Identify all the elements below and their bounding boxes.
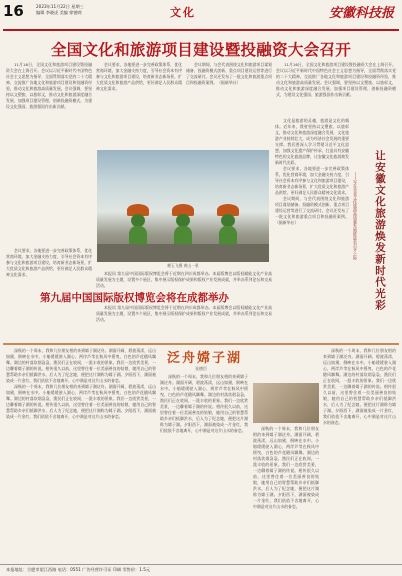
essay-col3 [253, 426, 319, 562]
page-header [0, 0, 402, 30]
page-footer: 本报地址：合肥市望江西路 电话：0551 广告经营许可证 印刷 零售价：1.5元 [0, 564, 402, 576]
lead-article-col3 [186, 62, 272, 146]
main-headline: 全国文化和旅游项目建设暨投融资大会召开 [50, 41, 352, 59]
essay-text-3: 深秋的一个周末，我和几位朋友相约来到嫦子湖泛舟。湖面开阔，碧波荡漾，远山如黛，倒映在水中。小船缓缓驶入湖心，两岸芦苇在秋风中摇曳，白色的芦花随风飘舞。湖边的村落炊烟袅袅，渔民们正在收网，一派丰收的景象。我们一边欣赏美景，一边聊着嫦子湖的传说。相传很久以前，这里曾住着一位美丽善良的姑娘，她用自己的智慧帮助乡亲们抵御洪水，后人为了纪念她，便把这片湖称为嫦子湖。夕阳西下，湖面被染成一片金红，我们依依不舍地离开，心中满是对这片山水的眷恋。 [160, 374, 248, 433]
section2-text: 本报讯 第九届中国国际版权博览会将于近期在四川成都举办。本届版博会以版权赋能文化产业高质量发展为主题，设置多个展区，集中展示版权保护成果和版权产业发展成就，并举办系列论坛和交易活动。 [96, 305, 272, 322]
essay-text-5: 深秋的一个周末，我和几位朋友相约来到嫦子湖泛舟。湖面开阔，碧波荡漾，远山如黛，倒映在水中。小船缓缓驶入湖心，两岸芦苇在秋风中摇曳，白色的芦花随风飘舞。湖边的村落炊烟袅袅，渔民们正在收网，一派丰收的景象。我们一边欣赏美景，一边聊着嫦子湖的传说。相传很久以前，这里曾住着一位美丽善良的姑娘，她用自己的智慧帮助乡亲们抵御洪水，后人为了纪念她，便把这片湖称为嫦子湖。夕阳西下，湖面被染成一片金红，我们依依不舍地离开，心中满是对这片山水的眷恋。 [323, 348, 396, 425]
feature-vertical-title: 让安徽文化旅游焕发新时代光彩 [374, 150, 386, 311]
essay-text: 深秋的一个周末，我和几位朋友相约来到嫦子湖泛舟。湖面开阔，碧波荡漾，远山如黛，倒映在水中。小船缓缓驶入湖心，两岸芦苇在秋风中摇曳，白色的芦花随风飘舞。湖边的村落炊烟袅袅，渔民们正在收网，一派丰收的景象。我们一边欣赏美景，一边聊着嫦子湖的传说。相传很久以前，这里曾住着一位美丽善良的姑娘，她用自己的智慧帮助乡亲们抵御洪水，后人为了纪念她，便把这片湖称为嫦子湖。夕阳西下，湖面被染成一片金红，我们依依不舍地离开，心中满是对这片山水的眷恋。 [6, 348, 156, 383]
photo-caption: 柳玉飞摄 黄山一景 [167, 263, 199, 268]
essay-title: 泛舟嫦子湖 [167, 351, 243, 366]
topiary-figure [172, 204, 194, 246]
essay-text-4: 深秋的一个周末，我和几位朋友相约来到嫦子湖泛舟。湖面开阔，碧波荡漾，远山如黛，倒映在水中。小船缓缓驶入湖心，两岸芦苇在秋风中摇曳，白色的芦花随风飘舞。湖边的村落炊烟袅袅，渔民们正在收网，一派丰收的景象。我们一边欣赏美景，一边聊着嫦子湖的传说。相传很久以前，这里曾住着一位美丽善良的姑娘，她用自己的智慧帮助乡亲们抵御洪水，后人为了纪念她，便把这片湖称为嫦子湖。夕阳西下，湖面被染成一片金红，我们依依不舍地离开，心中满是对这片山水的眷恋。 [253, 426, 319, 509]
news-photo-green-figures [97, 150, 269, 262]
section-name: 文化 [170, 6, 196, 19]
essay-author: 张德臣 [195, 366, 207, 371]
mid-text: 会议要求，各地要进一步完善政策体系，优化营商环境，加大金融支持力度，引导社会资本有序参与文化和旅游项目建设，培育新业态新场景，扩大优质文化和旅游产品供给，更好满足人民群众精神文化需求。 [96, 62, 182, 91]
section2-body [96, 305, 272, 339]
essay-text-2: 深秋的一个周末，我和几位朋友相约来到嫦子湖泛舟。湖面开阔，碧波荡漾，远山如黛，倒映在水中。小船缓缓驶入湖心，两岸芦苇在秋风中摇曳，白色的芦花随风飘舞。湖边的村落炊烟袅袅，渔民们正在收网，一派丰收的景象。我们一边欣赏美景，一边聊着嫦子湖的传说。相传很久以前，这里曾住着一位美丽善良的姑娘，她用自己的智慧帮助乡亲们抵御洪水，后人为了纪念她，便把这片湖称为嫦子湖。夕阳西下，湖面被染成一片金红，我们依依不舍地离开，心中满是对这片山水的眷恋。 [6, 384, 156, 419]
essay-photo [253, 383, 319, 423]
section2-intro [96, 271, 272, 289]
feature-text-2: 会议要求，各地要进一步完善政策体系，优化营商环境，加大金融支持力度，引导社会资本有序参与文化和旅游项目建设，培育新业态新场景，扩大优质文化和旅游产品供给，更好满足人民群众精神文化需求。 [275, 166, 349, 195]
feature-text: 文化是旅游的灵魂，旅游是文化的载体。近年来，我省坚持以文塑旅、以旅彰文，推动文化和旅游深度融合发展，文化旅游产业持续壮大，成为经济社会发展的重要支撑。我们要深入学习贯彻习近平文化思想，加强文化遗产保护传承，打造具有安徽特色的文化旅游品牌，让安徽文化旅游焕发新时代光彩。 [275, 118, 349, 165]
section-divider [3, 343, 399, 345]
mid-text-continued: 会议要求，各地要进一步完善政策体系，优化营商环境，加大金融支持力度，引导社会资本有序参与文化和旅游项目建设，培育新业态新场景，扩大优质文化和旅游产品供给，更好满足人民群众精神文化需求。 [6, 248, 92, 277]
editor-line: 编辑 李晓虎 美编 徐德荷 [36, 9, 82, 15]
section2-headline: 第九届中国国际版权博览会将在成都举办 [40, 292, 229, 304]
lead-article-col4 [276, 62, 396, 112]
topiary-figure [127, 204, 149, 246]
header-rule [3, 29, 399, 31]
date-line: 2023年11月22日 星期三 [36, 4, 84, 9]
lead-article-col2 [96, 62, 182, 146]
page-number: 16 [3, 2, 24, 20]
right-col-text: 会议期间，与会代表围绕文化和旅游项目谋划储备、投融资模式创新、重点项目建设运营等进行了交流研讨。会议还发布了一批文化和旅游重点项目和投融资案例。（据新华社） [186, 62, 272, 85]
lead-text-continued: 11月16日，全国文化和旅游项目建设暨投融资大会在上海召开。会议以习近平新时代中国特色社会主义思想为指导，全面贯彻落实党的二十大精神，交流推广各地文化和旅游项目建设和投融资经验，推动文化和旅游高质量发展。会议强调，要坚持以文塑旅、以旅彰文，推动文化和旅游深度融合发展，加强项目建设管理，创新投融资模式，为建设文化强国、旅游强国作出新贡献。 [276, 62, 396, 97]
issue-info [36, 4, 84, 15]
newspaper-logo: 安徽科技报 [328, 6, 394, 21]
lead-article-col1 [6, 62, 92, 242]
feature-text-3: 会议期间，与会代表围绕文化和旅游项目谋划储备、投融资模式创新、重点项目建设运营等进行了交流研讨。会议还发布了一批文化和旅游重点项目和投融资案例。（据新华社） [275, 196, 349, 225]
essay-col4 [323, 348, 396, 562]
lead-text: 11月16日，全国文化和旅游项目建设暨投融资大会在上海召开。会议以习近平新时代中国特色社会主义思想为指导，全面贯彻落实党的二十大精神，交流推广各地文化和旅游项目建设和投融资经验，推动文化和旅游高质量发展。会议强调，要坚持以文塑旅、以旅彰文，推动文化和旅游深度融合发展，加强项目建设管理，创新投融资模式，为建设文化强国、旅游强国作出新贡献。 [6, 62, 92, 109]
essay-col2 [160, 374, 248, 562]
section2-lead: 本报讯 第九届中国国际版权博览会将于近期在四川成都举办。本届版博会以版权赋能文化产业高质量发展为主题，设置多个展区，集中展示版权保护成果和版权产业发展成就，并举办系列论坛和交易活动。 [96, 271, 272, 288]
topiary-figure [217, 204, 239, 246]
feature-vertical-subtitle: ——写在全省文化旅游高质量发展推进会召开之际 [353, 172, 358, 260]
essay-col1 [6, 348, 156, 562]
